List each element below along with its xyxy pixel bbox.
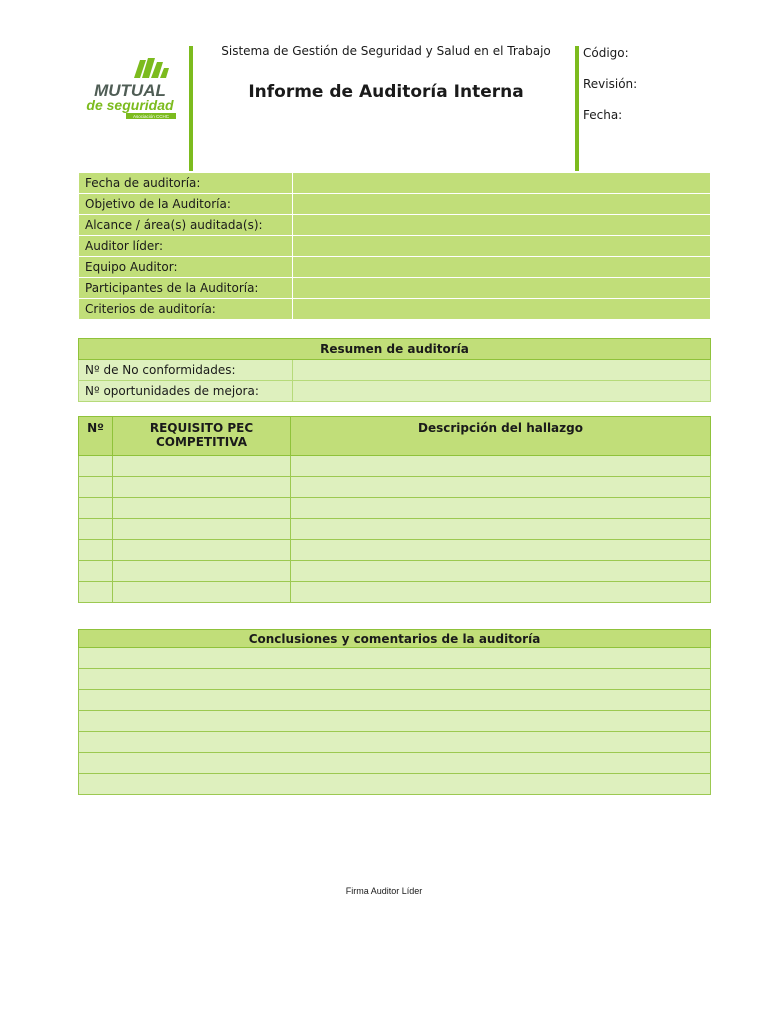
logo-tagline: Asociación CCHC (132, 114, 170, 119)
audit-date-field[interactable] (293, 173, 711, 194)
findings-number-header: Nº (79, 417, 113, 456)
lead-auditor-signature-label: Firma Auditor Líder (345, 886, 423, 896)
table-row (79, 417, 711, 456)
audit-summary-table (78, 338, 711, 402)
table-row (79, 194, 711, 215)
table-row (79, 278, 711, 299)
table-row (79, 173, 711, 194)
summary-title: Resumen de auditoría (79, 339, 711, 360)
table-row (79, 669, 711, 690)
finding-requirement-cell[interactable] (113, 456, 291, 477)
table-row (79, 236, 711, 257)
conclusion-line[interactable] (79, 690, 711, 711)
finding-number-cell[interactable] (79, 498, 113, 519)
logo-brand-line2: de seguridad (86, 97, 174, 113)
table-row (79, 648, 711, 669)
conclusion-line[interactable] (79, 774, 711, 795)
conclusion-line[interactable] (79, 711, 711, 732)
audit-criteria-label: Criterios de auditoría: (79, 299, 293, 320)
finding-number-cell[interactable] (79, 456, 113, 477)
table-row (79, 711, 711, 732)
conclusion-line[interactable] (79, 648, 711, 669)
conclusions-table (78, 629, 711, 795)
table-row (79, 732, 711, 753)
table-row (79, 456, 711, 477)
nonconformities-field[interactable] (293, 360, 711, 381)
mutual-de-seguridad-logo (72, 56, 190, 126)
table-row (79, 477, 711, 498)
table-row (79, 381, 711, 402)
finding-requirement-cell[interactable] (113, 477, 291, 498)
improvement-opportunities-field[interactable] (293, 381, 711, 402)
table-row (79, 561, 711, 582)
audit-scope-label: Alcance / área(s) auditada(s): (79, 215, 293, 236)
table-row (79, 257, 711, 278)
audit-scope-field[interactable] (293, 215, 711, 236)
audit-objective-label: Objetivo de la Auditoría: (79, 194, 293, 215)
table-row (79, 519, 711, 540)
lead-auditor-label: Auditor líder: (79, 236, 293, 257)
finding-requirement-cell[interactable] (113, 498, 291, 519)
finding-description-cell[interactable] (291, 519, 711, 540)
table-row (79, 774, 711, 795)
audit-team-label: Equipo Auditor: (79, 257, 293, 278)
finding-description-cell[interactable] (291, 582, 711, 603)
nonconformities-label: Nº de No conformidades: (79, 360, 293, 381)
finding-number-cell[interactable] (79, 477, 113, 498)
finding-description-cell[interactable] (291, 477, 711, 498)
finding-description-cell[interactable] (291, 561, 711, 582)
finding-description-cell[interactable] (291, 456, 711, 477)
table-row (79, 360, 711, 381)
table-row (79, 215, 711, 236)
finding-requirement-cell[interactable] (113, 519, 291, 540)
participants-field[interactable] (293, 278, 711, 299)
participants-label: Participantes de la Auditoría: (79, 278, 293, 299)
finding-requirement-cell[interactable] (113, 561, 291, 582)
system-title: Sistema de Gestión de Seguridad y Salud en el Trabajo (221, 44, 551, 58)
findings-table (78, 416, 711, 603)
audit-info-table (78, 172, 711, 320)
table-row (79, 540, 711, 561)
audit-date-label: Fecha de auditoría: (79, 173, 293, 194)
code-label: Código: (583, 46, 629, 60)
finding-number-cell[interactable] (79, 519, 113, 540)
table-row (79, 690, 711, 711)
finding-number-cell[interactable] (79, 561, 113, 582)
logo-brand-line1: MUTUAL (94, 81, 166, 100)
conclusion-line[interactable] (79, 669, 711, 690)
audit-team-field[interactable] (293, 257, 711, 278)
finding-requirement-cell[interactable] (113, 582, 291, 603)
table-row (79, 630, 711, 648)
finding-description-cell[interactable] (291, 540, 711, 561)
audit-criteria-field[interactable] (293, 299, 711, 320)
table-row (79, 299, 711, 320)
date-label: Fecha: (583, 108, 623, 122)
improvement-opportunities-label: Nº oportunidades de mejora: (79, 381, 293, 402)
table-row (79, 582, 711, 603)
finding-description-cell[interactable] (291, 498, 711, 519)
finding-number-cell[interactable] (79, 540, 113, 561)
conclusions-title: Conclusiones y comentarios de la auditoría (79, 630, 711, 648)
revision-label: Revisión: (583, 77, 638, 91)
header-divider-right (575, 46, 579, 171)
audit-objective-field[interactable] (293, 194, 711, 215)
table-row (79, 753, 711, 774)
table-row (79, 498, 711, 519)
lead-auditor-field[interactable] (293, 236, 711, 257)
conclusion-line[interactable] (79, 732, 711, 753)
header-divider-left (189, 46, 193, 171)
findings-requirement-header: REQUISITO PEC COMPETITIVA (113, 417, 291, 456)
finding-number-cell[interactable] (79, 582, 113, 603)
findings-description-header: Descripción del hallazgo (291, 417, 711, 456)
conclusion-line[interactable] (79, 753, 711, 774)
document-title: Informe de Auditoría Interna (248, 82, 524, 102)
finding-requirement-cell[interactable] (113, 540, 291, 561)
table-row (79, 339, 711, 360)
